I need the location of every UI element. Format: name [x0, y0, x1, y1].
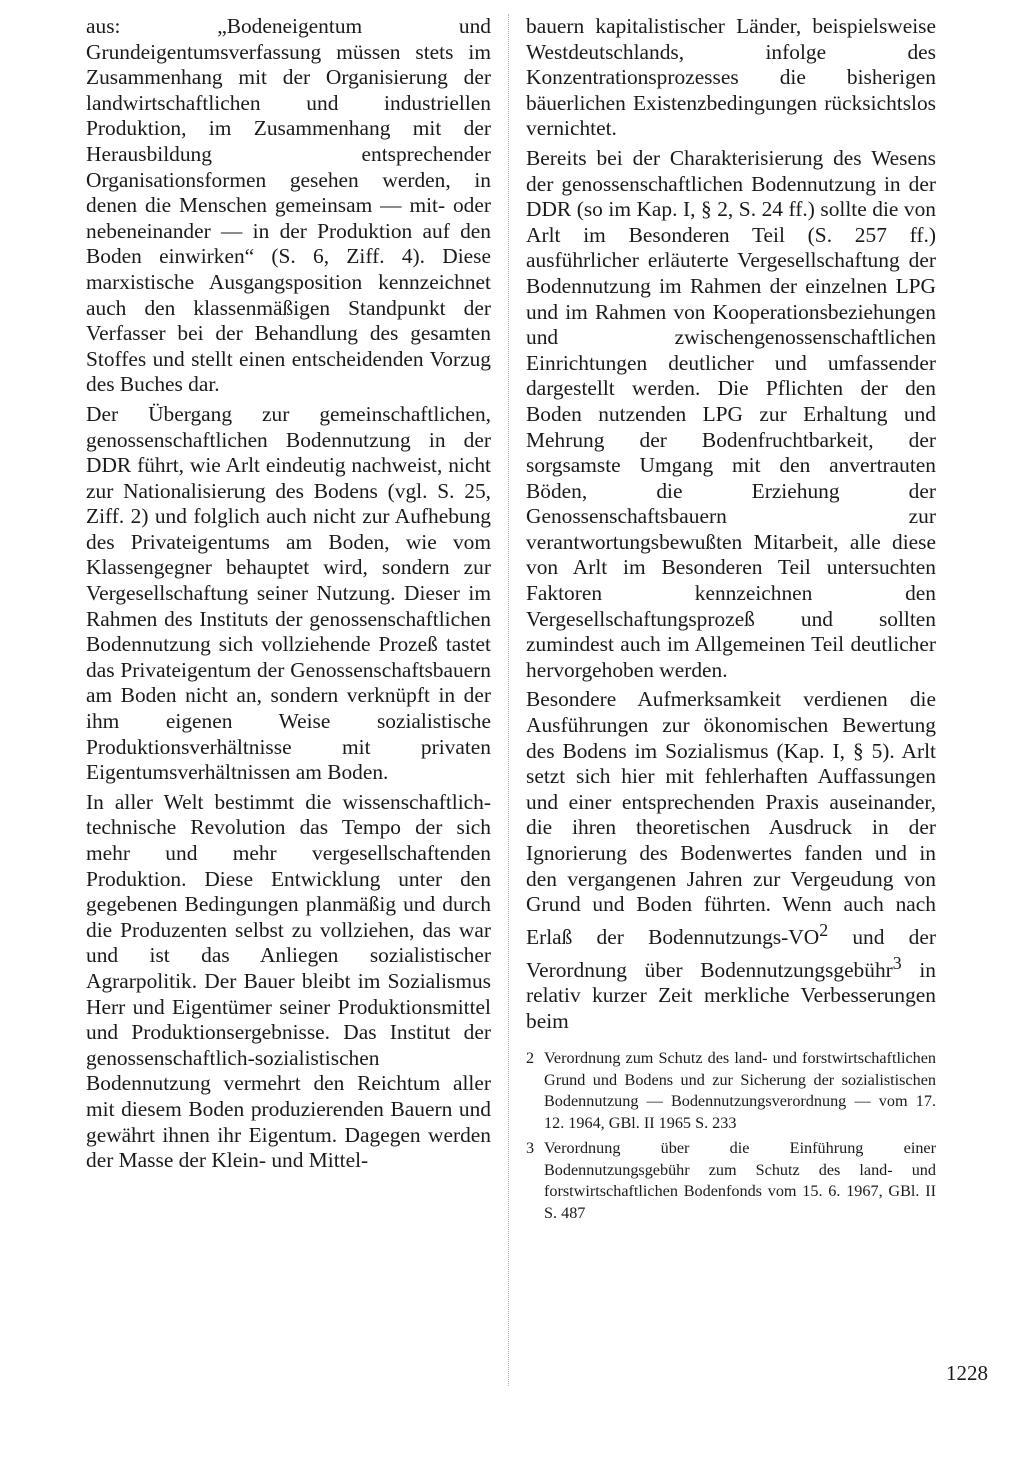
footnote-3 — [526, 1138, 936, 1224]
right-paragraph-3 — [526, 687, 936, 1034]
footnote-ref-3[interactable]: 3 — [892, 952, 902, 973]
left-paragraph-1: aus: „Bodeneigentum und Grundeigentumsverfassung müssen stets im Zusammenhang mit der Organisierung der landwirtschaftlichen und industriellen Produktion, im Zusammenhang mit der Herausbildung entsprechender Organisationsformen gesehen werden, in denen die Menschen gemeinsam — mit- oder nebeneinander — in der Produktion auf den Boden einwirken“ (S. 6, Ziff. 4). Diese marxistische Ausgangsposition kennzeichnet auch den klassenmäßigen Standpunkt der Verfasser bei der Behandlung des gesamten Stoffes und stellt einen entscheidenden Vorzug des Buches dar. — [86, 14, 491, 397]
left-paragraph-3: In aller Welt bestimmt die wissenschaftlich-technische Revolution das Tempo der sich mehr und mehr vergesellschaftenden Produktion. Diese Entwicklung unter den gegebenen Bedingungen planmäßig und durch die Produzenten selbst zu vollziehen, das war und ist das Anliegen sozialistischer Agrarpolitik. Der Bauer bleibt im Sozialismus Herr und Eigentümer seiner Produktionsmittel und Produktionsergebnisse. Das Institut der genossenschaftlich-sozialistischen Bodennutzung vermehrt den Reichtum aller mit diesem Boden produzierenden Bauern und gewährt ihnen ihr Eigentum. Dagegen werden der Masse der Klein- und Mittel- — [86, 789, 491, 1173]
footnote-text: Verordnung zum Schutz des land- und forstwirtschaftlichen Grund und Bodens und zur Sicherung der sozialistischen Bodennutzung — Bodennutzungsverordnung — vom 17. 12. 1964, GBl. II 1965 S. 233 — [544, 1049, 936, 1132]
footnote-number: 3 — [526, 1139, 535, 1158]
footnote-ref-2[interactable]: 2 — [819, 919, 829, 940]
left-column — [86, 14, 491, 1178]
page-number: 1228 — [946, 1361, 988, 1385]
footnote-2 — [526, 1048, 936, 1134]
right-paragraph-3-text-c: in relativ kurzer Zeit merkliche Verbesserungen beim — [526, 957, 936, 1033]
left-paragraph-2: Der Übergang zur gemeinschaftlichen, genossenschaftlichen Bodennutzung in der DDR führt, wie Arlt eindeutig nachweist, nicht zur Nationalisierung des Bodens (vgl. S. 25, Ziff. 2) und folglich auch nicht zur Aufhebung des Privateigentums am Boden, wie vom Klassengegner behauptet wird, sondern zur Vergesellschaftung seiner Nutzung. Dieser im Rahmen des Instituts der genossenschaftlichen Bodennutzung sich vollziehende Prozeß tastet das Privateigentum der Genossenschaftsbauern am Boden nicht an, sondern verknüpft in der ihm eigenen Weise sozialistische Produktionsverhältnisse mit privaten Eigentumsverhältnissen am Boden. — [86, 401, 491, 785]
right-paragraph-1: bauern kapitalistischer Länder, beispielsweise Westdeutschlands, infolge des Konzentrationsprozesses die bisherigen bäuerlichen Existenzbedingungen rücksichtslos vernichtet. — [526, 14, 936, 141]
footnotes — [526, 1048, 936, 1224]
column-divider — [508, 14, 509, 1386]
right-paragraph-2: Bereits bei der Charakterisierung des Wesens der genossenschaftlichen Bodennutzung in der DDR (so im Kap. I, § 2, S. 24 ff.) sollte die von Arlt im Besonderen Teil (S. 257 ff.) ausführlicher erläuterte Vergesellschaftung der Bodennutzung im Rahmen der einzelnen LPG und im Rahmen von Kooperationsbeziehungen und zwischengenossenschaftlichen Einrichtungen deutlicher und umfassender dargestellt werden. Die Pflichten der den Boden nutzenden LPG zur Erhaltung und Mehrung der Bodenfruchtbarkeit, der sorgsamste Umgang mit den anvertrauten Böden, die Erziehung der Genossenschaftsbauern zur verantwortungsbewußten Mitarbeit, alle diese von Arlt im Besonderen Teil untersuchten Faktoren kennzeichnen den Vergesellschaftungsprozeß und sollten zumindest auch im Allgemeinen Teil deutlicher hervorgehoben werden. — [526, 145, 936, 682]
right-paragraph-3-text-b: und der Verordnung über Bodennutzungsgebühr — [526, 924, 936, 982]
right-column — [526, 14, 936, 1228]
right-paragraph-3-text-a: Besondere Aufmerksamkeit verdienen die Ausführungen zur ökonomischen Bewertung des Bodens im Sozialismus (Kap. I, § 5). Arlt setzt sich hier mit fehlerhaften Auffassungen und einer entsprechenden Praxis auseinander, die ihren theoretischen Ausdruck in der Ignorierung des Bodenwertes fanden und in den vergangenen Jahren zur Vergeudung von Grund und Boden führten. Wenn auch nach Erlaß der Bodennutzungs-VO — [526, 687, 936, 949]
footnote-text: Verordnung über die Einführung einer Bodennutzungsgebühr zum Schutz des land- und forstwirtschaftlichen Bodenfonds vom 15. 6. 1967, GBl. II S. 487 — [544, 1139, 936, 1222]
footnote-number: 2 — [526, 1049, 535, 1068]
